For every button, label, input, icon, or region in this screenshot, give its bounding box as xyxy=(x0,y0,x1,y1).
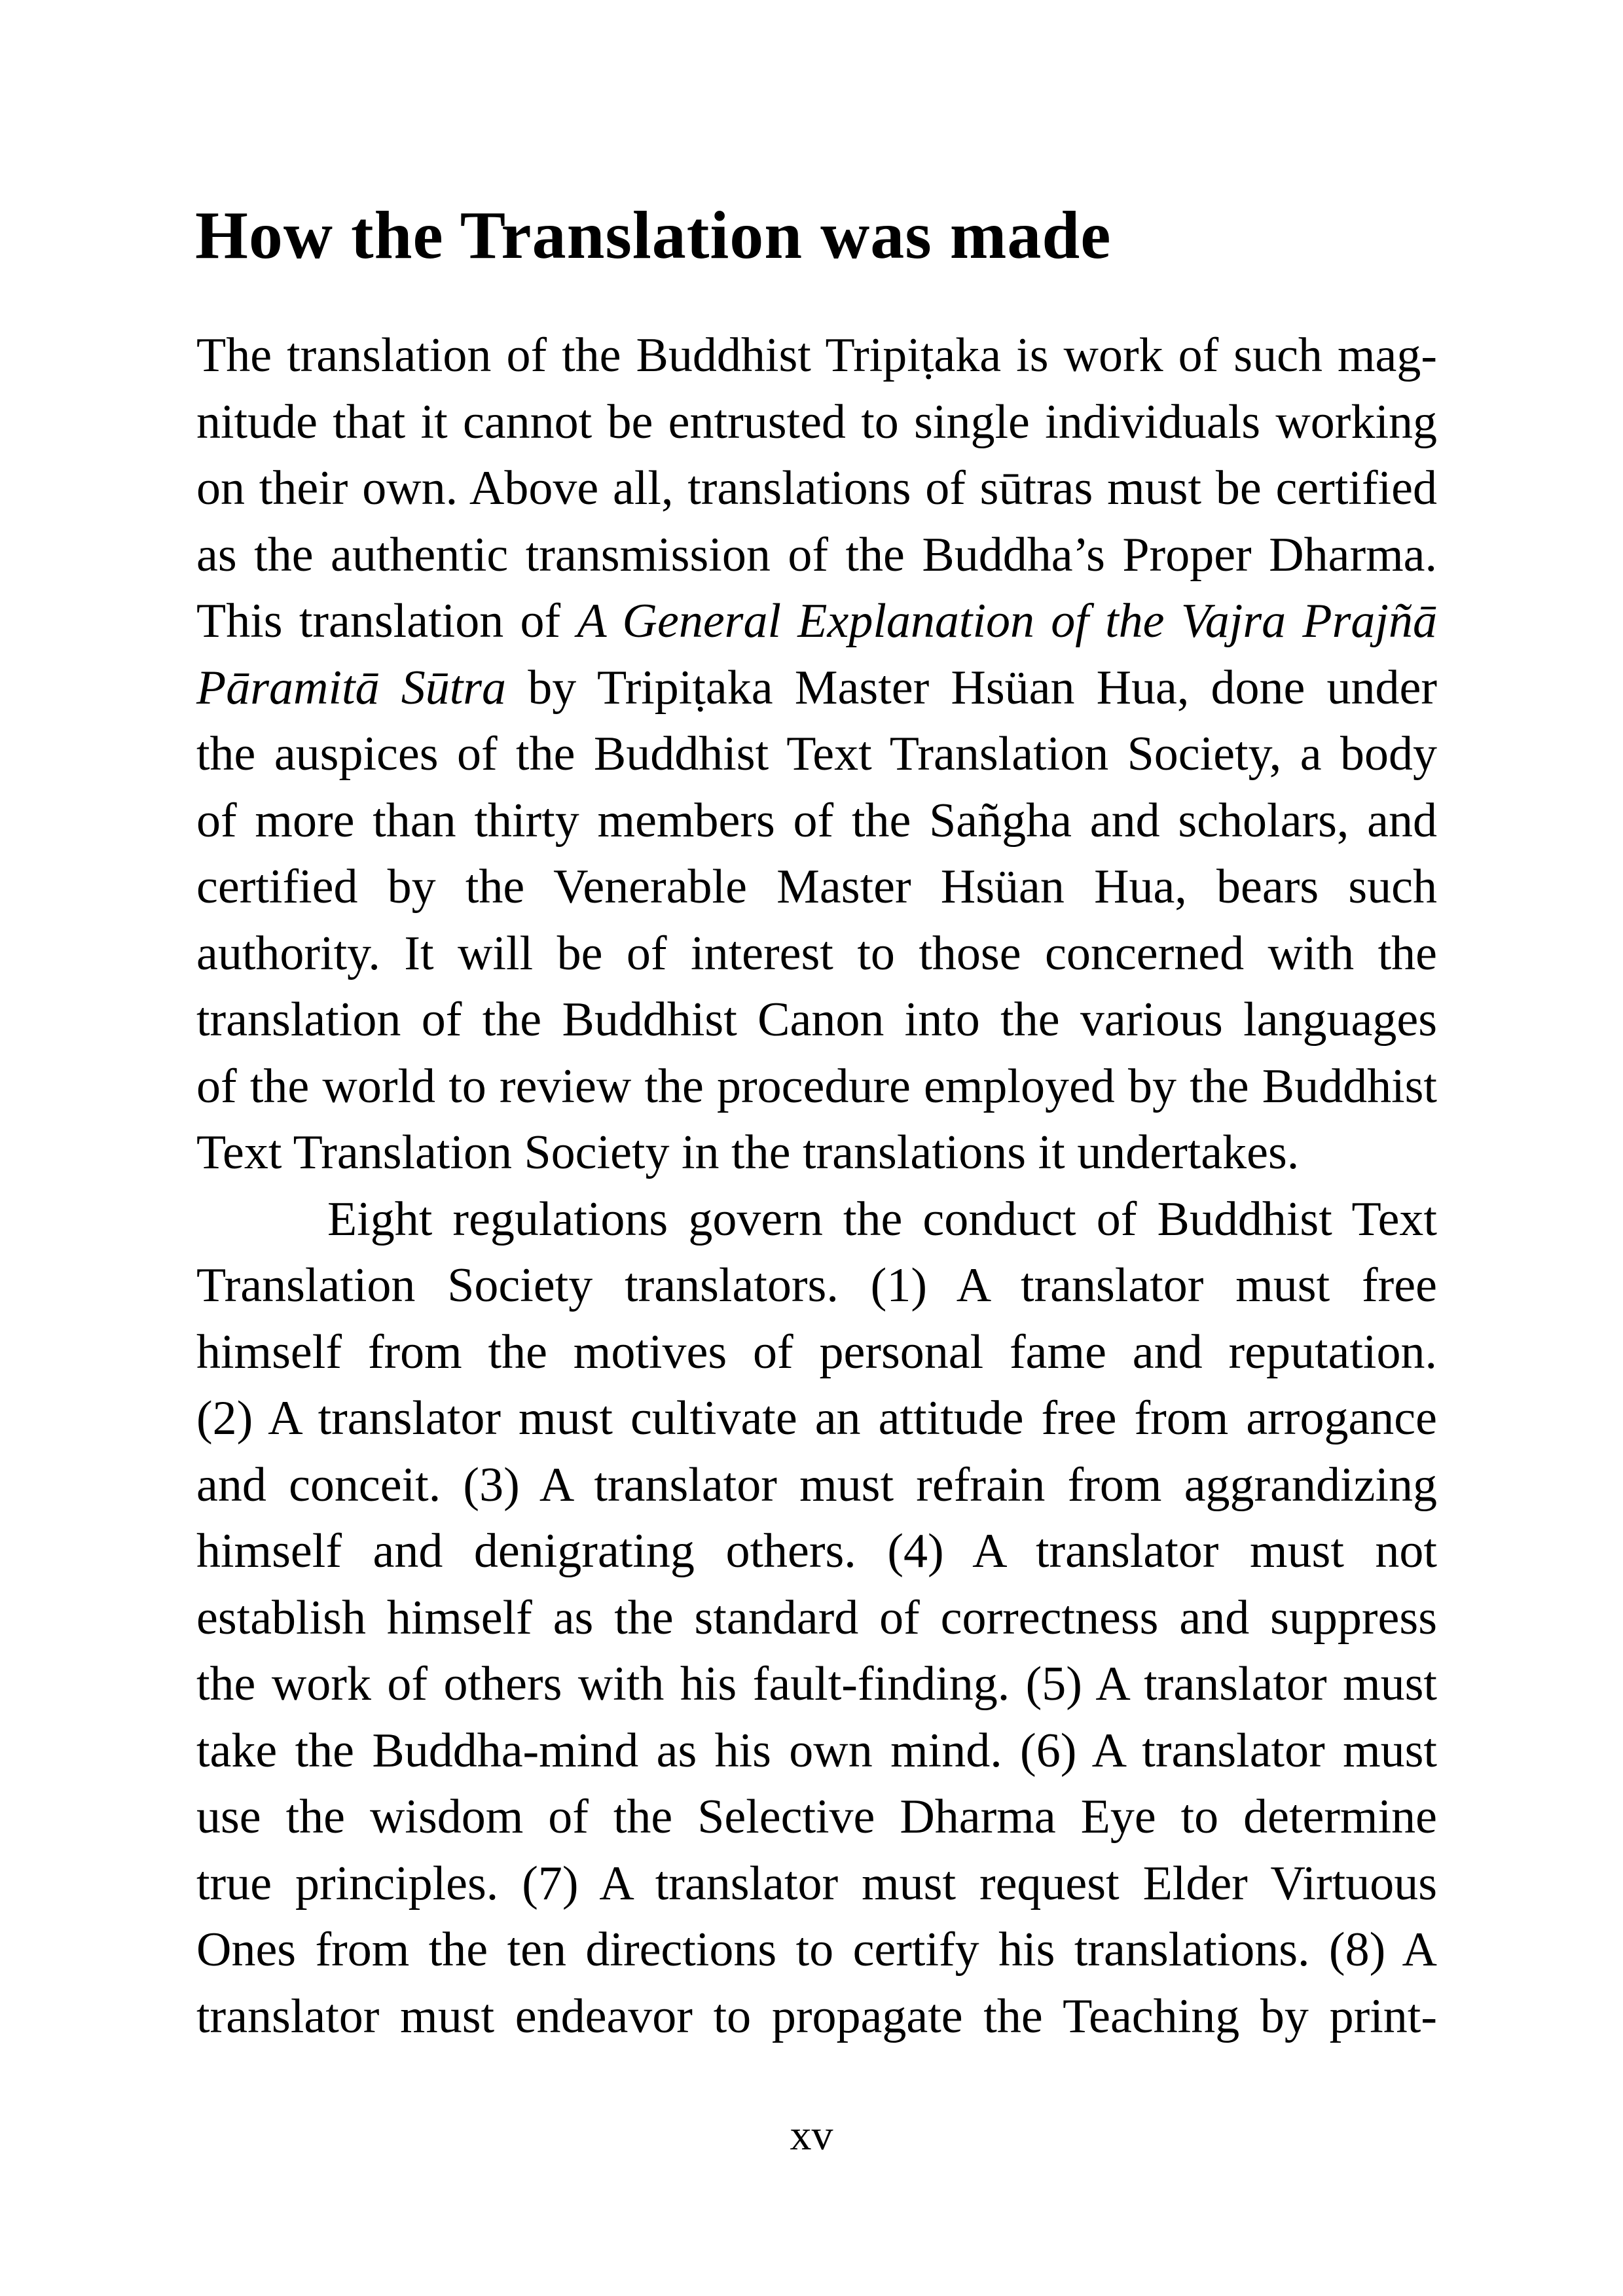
text-line xyxy=(196,721,1437,788)
text-segment: translation of the Buddhist Canon into the various languages xyxy=(196,993,1437,1047)
text-line xyxy=(196,1718,1437,1785)
text-segment: translator must endeavor to propagate the Teaching by print- xyxy=(196,1989,1437,2043)
text-segment: (2) A translator must cultivate an attitude free from arrogance xyxy=(196,1391,1437,1445)
page-number: xv xyxy=(790,2111,833,2159)
italic-title-text: A General Explanation of the Vajra Prajñā xyxy=(577,594,1437,648)
text-line xyxy=(196,854,1437,921)
text-line xyxy=(196,1319,1437,1386)
text-line xyxy=(196,1518,1437,1585)
italic-title-text: Pāramitā Sūtra xyxy=(196,660,507,715)
text-segment: This translation of xyxy=(196,594,577,648)
text-line xyxy=(196,987,1437,1054)
text-segment: and conceit. (3) A translator must refrain from aggrandizing xyxy=(196,1458,1437,1512)
text-line xyxy=(196,921,1437,988)
section-heading: How the Translation was made xyxy=(195,198,1112,273)
text-segment: Text Translation Society in the translations it undertakes. xyxy=(196,1126,1300,1179)
text-line xyxy=(196,655,1437,722)
text-segment: himself and denigrating others. (4) A translator must not xyxy=(196,1524,1437,1578)
text-line xyxy=(196,1784,1437,1851)
text-segment: use the wisdom of the Selective Dharma Eye to determine xyxy=(196,1790,1437,1844)
text-segment: the auspices of the Buddhist Text Translation Society, a body xyxy=(196,727,1437,781)
text-segment: certified by the Venerable Master Hsüan Hua, bears such xyxy=(196,860,1437,914)
text-line xyxy=(196,1120,1437,1187)
text-line xyxy=(196,588,1437,655)
text-line xyxy=(196,1187,1437,1253)
text-segment: himself from the motives of personal fame and reputation. xyxy=(196,1325,1437,1379)
text-line xyxy=(196,1253,1437,1319)
text-line xyxy=(196,522,1437,589)
text-segment: as the authentic transmission of the Buddha’s Proper Dharma. xyxy=(196,528,1437,582)
text-segment: Ones from the ten directions to certify his translations. (8) A xyxy=(196,1923,1437,1977)
text-segment: of the world to review the procedure employed by the Buddhist xyxy=(196,1059,1437,1113)
text-line xyxy=(196,788,1437,855)
text-line xyxy=(196,1851,1437,1918)
text-line xyxy=(196,1917,1437,1984)
text-segment: Eight regulations govern the conduct of Buddhist Text xyxy=(327,1192,1437,1246)
text-segment: authority. It will be of interest to those concerned with the xyxy=(196,926,1437,980)
text-line xyxy=(196,1054,1437,1121)
body-text xyxy=(196,323,1437,2050)
text-segment: by Tripiṭaka Master Hsüan Hua, done under xyxy=(506,660,1437,715)
text-line xyxy=(196,1651,1437,1718)
text-line xyxy=(196,1386,1437,1452)
text-line xyxy=(196,389,1437,456)
text-segment: establish himself as the standard of correctness and suppress xyxy=(196,1590,1437,1645)
text-segment: nitude that it cannot be entrusted to single individuals working xyxy=(196,395,1437,449)
text-line xyxy=(196,323,1437,389)
text-segment: The translation of the Buddhist Tripiṭaka is work of such mag- xyxy=(196,329,1437,382)
text-segment: true principles. (7) A translator must request Elder Virtuous xyxy=(196,1856,1437,1910)
text-line xyxy=(196,1984,1437,2051)
text-line xyxy=(196,1585,1437,1652)
text-segment: on their own. Above all, translations of sūtras must be certified xyxy=(196,461,1437,515)
text-segment: of more than thirty members of the Sañgha and scholars, and xyxy=(196,793,1437,848)
text-line xyxy=(196,1452,1437,1519)
text-line xyxy=(196,456,1437,522)
text-segment: Translation Society translators. (1) A translator must free xyxy=(196,1259,1437,1312)
text-segment: take the Buddha-mind as his own mind. (6) A translator must xyxy=(196,1723,1437,1778)
text-segment: the work of others with his fault-finding. (5) A translator must xyxy=(196,1657,1437,1711)
